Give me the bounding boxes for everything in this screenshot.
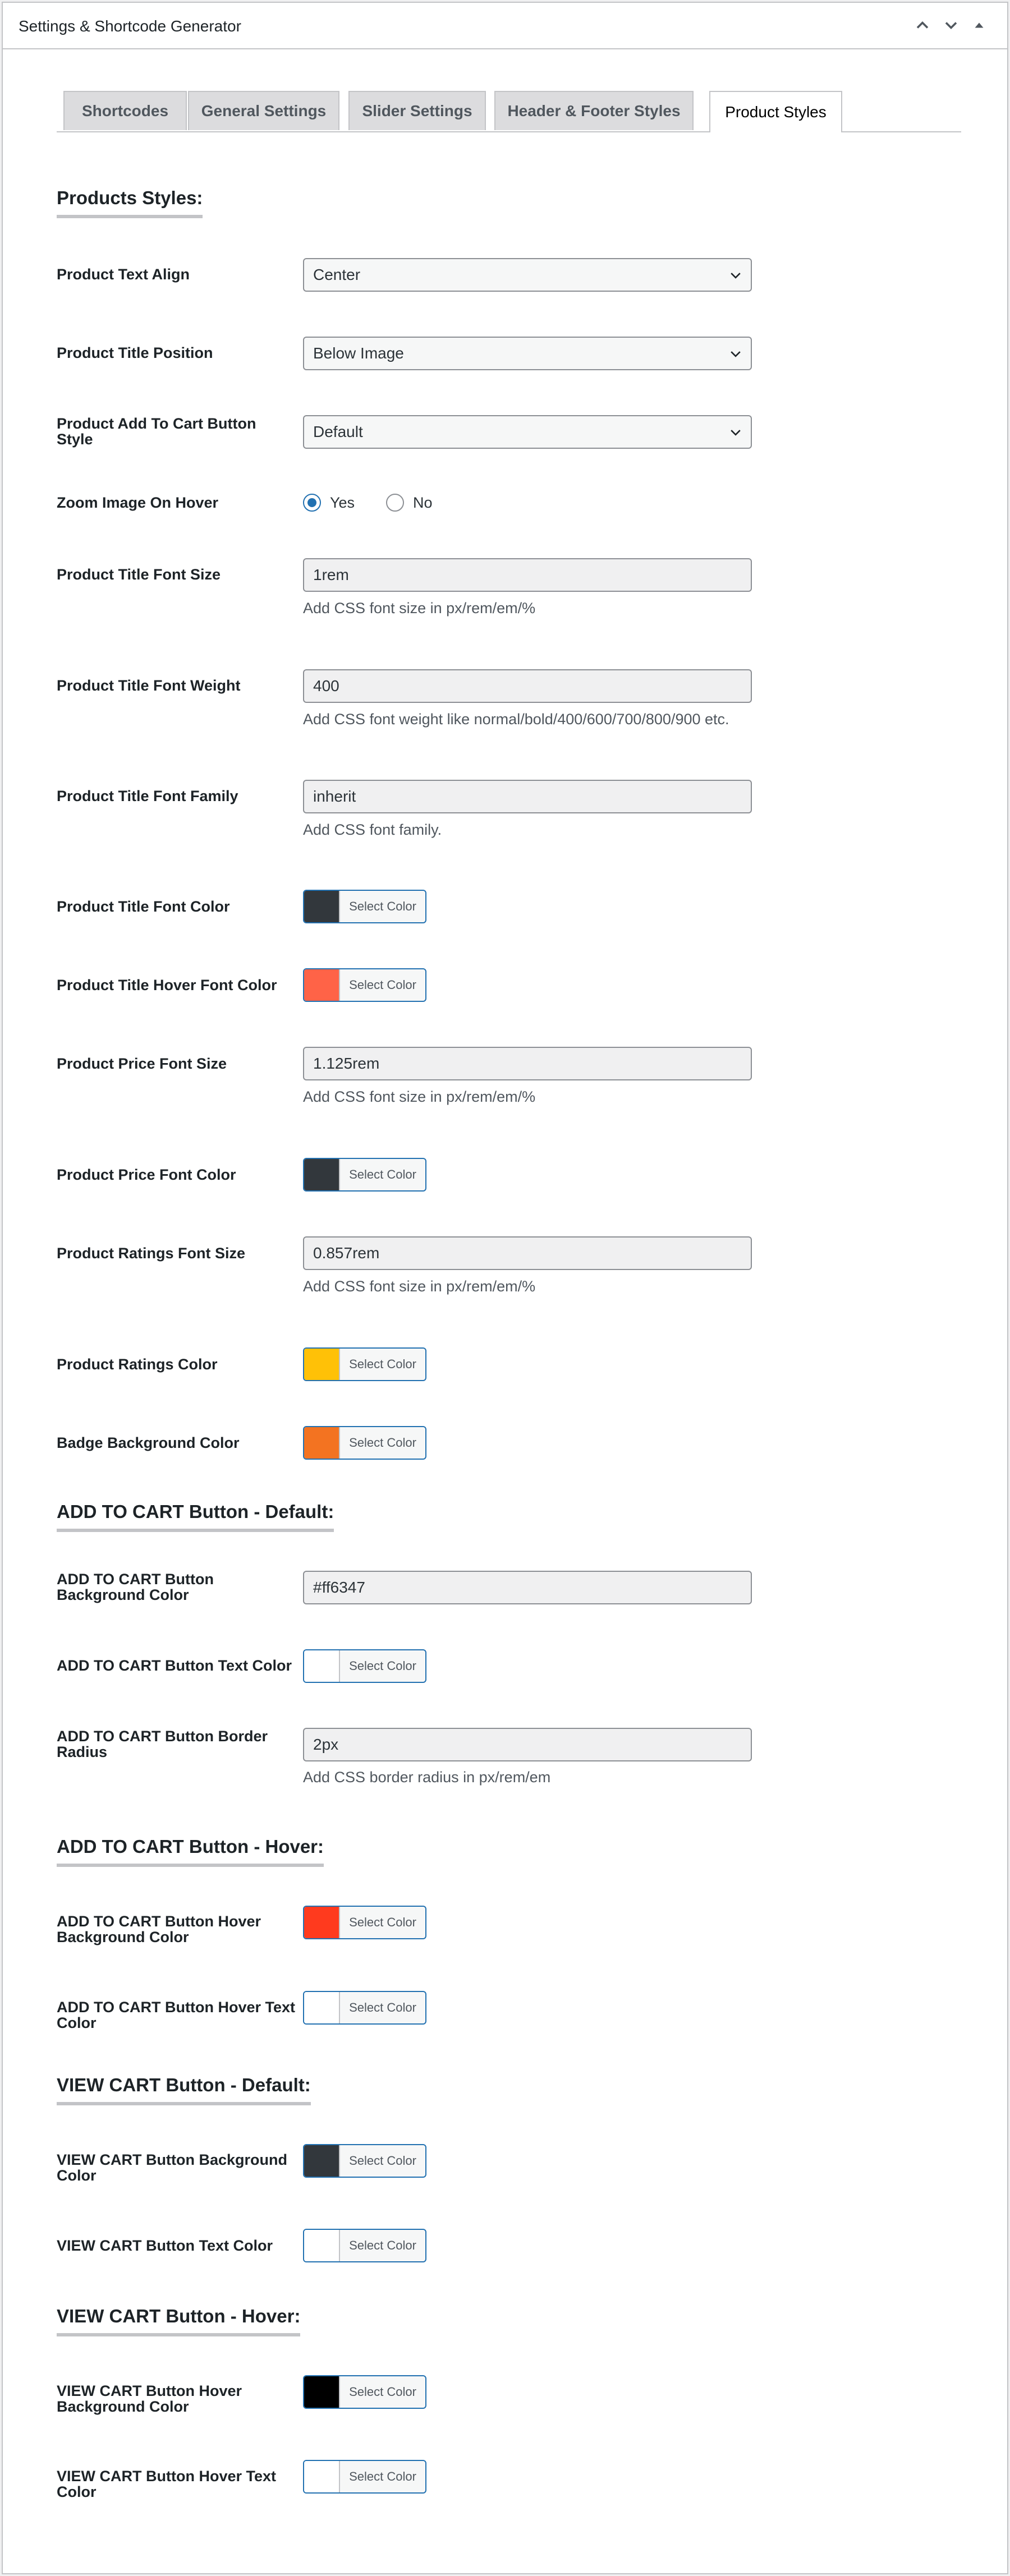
title-font-family-label: Product Title Font Family	[57, 788, 238, 804]
section-view-cart-hover: VIEW CART Button - Hover:	[57, 2305, 300, 2336]
title-position-select[interactable]	[303, 337, 752, 370]
title-font-weight-input[interactable]	[303, 669, 752, 703]
select-color-label: Select Color	[349, 2385, 416, 2399]
select-color-label: Select Color	[349, 899, 416, 913]
title-font-size-input[interactable]	[303, 558, 752, 592]
atc-bg-input[interactable]	[303, 1571, 752, 1604]
vc-hover-bg-button[interactable]	[303, 2375, 426, 2409]
toggle-panel-button[interactable]	[967, 13, 991, 38]
chevron-up-icon	[914, 17, 931, 34]
price-font-size-label: Product Price Font Size	[57, 1055, 227, 1072]
color-swatch	[304, 2461, 340, 2492]
color-swatch	[304, 2376, 340, 2408]
section-view-cart-default: VIEW CART Button - Default:	[57, 2074, 311, 2105]
price-font-color-label: Product Price Font Color	[57, 1166, 236, 1183]
select-color-label: Select Color	[349, 1167, 416, 1181]
atc-text-color-button[interactable]	[303, 1649, 426, 1683]
atc-hover-text-button[interactable]	[303, 1991, 426, 2025]
color-swatch	[304, 2230, 340, 2261]
tab-product-styles[interactable]: Product Styles	[709, 91, 842, 132]
chevron-down-icon	[728, 425, 743, 440]
settings-tabs	[57, 91, 961, 132]
vc-hover-text-button[interactable]	[303, 2460, 426, 2494]
badge-bg-label: Badge Background Color	[57, 1434, 240, 1451]
text-align-value: Center	[313, 266, 361, 283]
title-font-color-button[interactable]	[303, 890, 426, 923]
title-hover-color-button[interactable]	[303, 968, 426, 1002]
ratings-font-size-desc: Add CSS font size in px/rem/em/%	[303, 1278, 536, 1295]
settings-panel	[2, 2, 1008, 2574]
ratings-font-size-label: Product Ratings Font Size	[57, 1245, 246, 1262]
section-add-to-cart-default: ADD TO CART Button - Default:	[57, 1501, 334, 1532]
zoom-yes-label: Yes	[330, 494, 355, 511]
zoom-hover-radio-group	[303, 494, 464, 512]
move-down-button[interactable]	[939, 13, 963, 38]
chevron-down-icon	[728, 347, 743, 361]
zoom-no-label: No	[413, 494, 433, 511]
select-color-label: Select Color	[349, 1915, 416, 1929]
zoom-yes-radio[interactable]	[303, 494, 321, 512]
title-font-weight-label: Product Title Font Weight	[57, 677, 241, 694]
color-swatch	[304, 1907, 340, 1938]
panel-header	[3, 3, 1007, 49]
tab-header-footer-styles[interactable]: Header & Footer Styles	[494, 91, 694, 130]
text-align-label: Product Text Align	[57, 266, 190, 283]
zoom-no-radio[interactable]	[386, 494, 404, 512]
title-font-size-label: Product Title Font Size	[57, 566, 221, 583]
panel-title: Settings & Shortcode Generator	[19, 17, 241, 35]
color-swatch	[304, 2145, 340, 2177]
tab-shortcodes[interactable]: Shortcodes	[63, 91, 187, 130]
title-font-family-input[interactable]	[303, 780, 752, 813]
section-products-styles: Products Styles:	[57, 187, 203, 218]
select-color-label: Select Color	[349, 1659, 416, 1673]
title-font-family-desc: Add CSS font family.	[303, 821, 442, 838]
vc-hover-text-label: VIEW CART Button Hover Text Color	[57, 2468, 276, 2500]
title-font-weight-desc: Add CSS font weight like normal/bold/400/600/700/800/900 etc.	[303, 711, 729, 728]
atc-radius-input[interactable]	[303, 1728, 752, 1761]
badge-bg-button[interactable]	[303, 1426, 426, 1460]
chevron-down-icon	[943, 17, 960, 34]
price-font-color-button[interactable]	[303, 1158, 426, 1192]
atc-text-color-label: ADD TO CART Button Text Color	[57, 1657, 292, 1674]
title-hover-color-label: Product Title Hover Font Color	[57, 977, 277, 993]
text-align-select[interactable]	[303, 258, 752, 292]
price-font-size-input[interactable]	[303, 1047, 752, 1080]
ratings-font-size-input[interactable]	[303, 1236, 752, 1270]
cart-button-style-select[interactable]	[303, 415, 752, 449]
cart-button-style-label: Product Add To Cart Button Style	[57, 415, 256, 448]
title-font-size-desc: Add CSS font size in px/rem/em/%	[303, 600, 536, 617]
atc-hover-bg-button[interactable]	[303, 1906, 426, 1939]
color-swatch	[304, 969, 340, 1001]
ratings-color-button[interactable]	[303, 1347, 426, 1381]
title-font-color-label: Product Title Font Color	[57, 898, 230, 915]
title-position-value: Below Image	[313, 344, 404, 362]
atc-hover-bg-label: ADD TO CART Button Hover Background Color	[57, 1913, 261, 1945]
select-color-label: Select Color	[349, 2238, 416, 2252]
vc-bg-label: VIEW CART Button Background Color	[57, 2151, 287, 2184]
color-swatch	[304, 1650, 340, 1682]
atc-bg-label: ADD TO CART Button Background Color	[57, 1571, 214, 1603]
color-swatch	[304, 891, 340, 922]
color-swatch	[304, 1159, 340, 1190]
select-color-label: Select Color	[349, 978, 416, 992]
vc-hover-bg-label: VIEW CART Button Hover Background Color	[57, 2382, 242, 2415]
cart-button-style-value: Default	[313, 423, 363, 440]
color-swatch	[304, 1349, 340, 1380]
triangle-up-icon	[971, 17, 988, 34]
price-font-size-desc: Add CSS font size in px/rem/em/%	[303, 1088, 536, 1105]
color-swatch	[304, 1427, 340, 1459]
tab-slider-settings[interactable]: Slider Settings	[348, 91, 486, 130]
atc-radius-label: ADD TO CART Button Border Radius	[57, 1728, 268, 1760]
chevron-down-icon	[728, 268, 743, 283]
select-color-label: Select Color	[349, 1436, 416, 1450]
tab-general-settings[interactable]: General Settings	[188, 91, 339, 130]
section-add-to-cart-hover: ADD TO CART Button - Hover:	[57, 1836, 324, 1867]
move-up-button[interactable]	[910, 13, 935, 38]
vc-bg-button[interactable]	[303, 2144, 426, 2178]
select-color-label: Select Color	[349, 2154, 416, 2168]
select-color-label: Select Color	[349, 2469, 416, 2483]
vc-text-button[interactable]	[303, 2229, 426, 2262]
ratings-color-label: Product Ratings Color	[57, 1356, 218, 1373]
atc-radius-desc: Add CSS border radius in px/rem/em	[303, 1769, 551, 1786]
zoom-hover-label: Zoom Image On Hover	[57, 494, 219, 511]
vc-text-label: VIEW CART Button Text Color	[57, 2237, 273, 2254]
select-color-label: Select Color	[349, 2000, 416, 2014]
atc-hover-text-label: ADD TO CART Button Hover Text Color	[57, 1999, 295, 2031]
select-color-label: Select Color	[349, 1357, 416, 1371]
color-swatch	[304, 1992, 340, 2023]
title-position-label: Product Title Position	[57, 344, 213, 361]
